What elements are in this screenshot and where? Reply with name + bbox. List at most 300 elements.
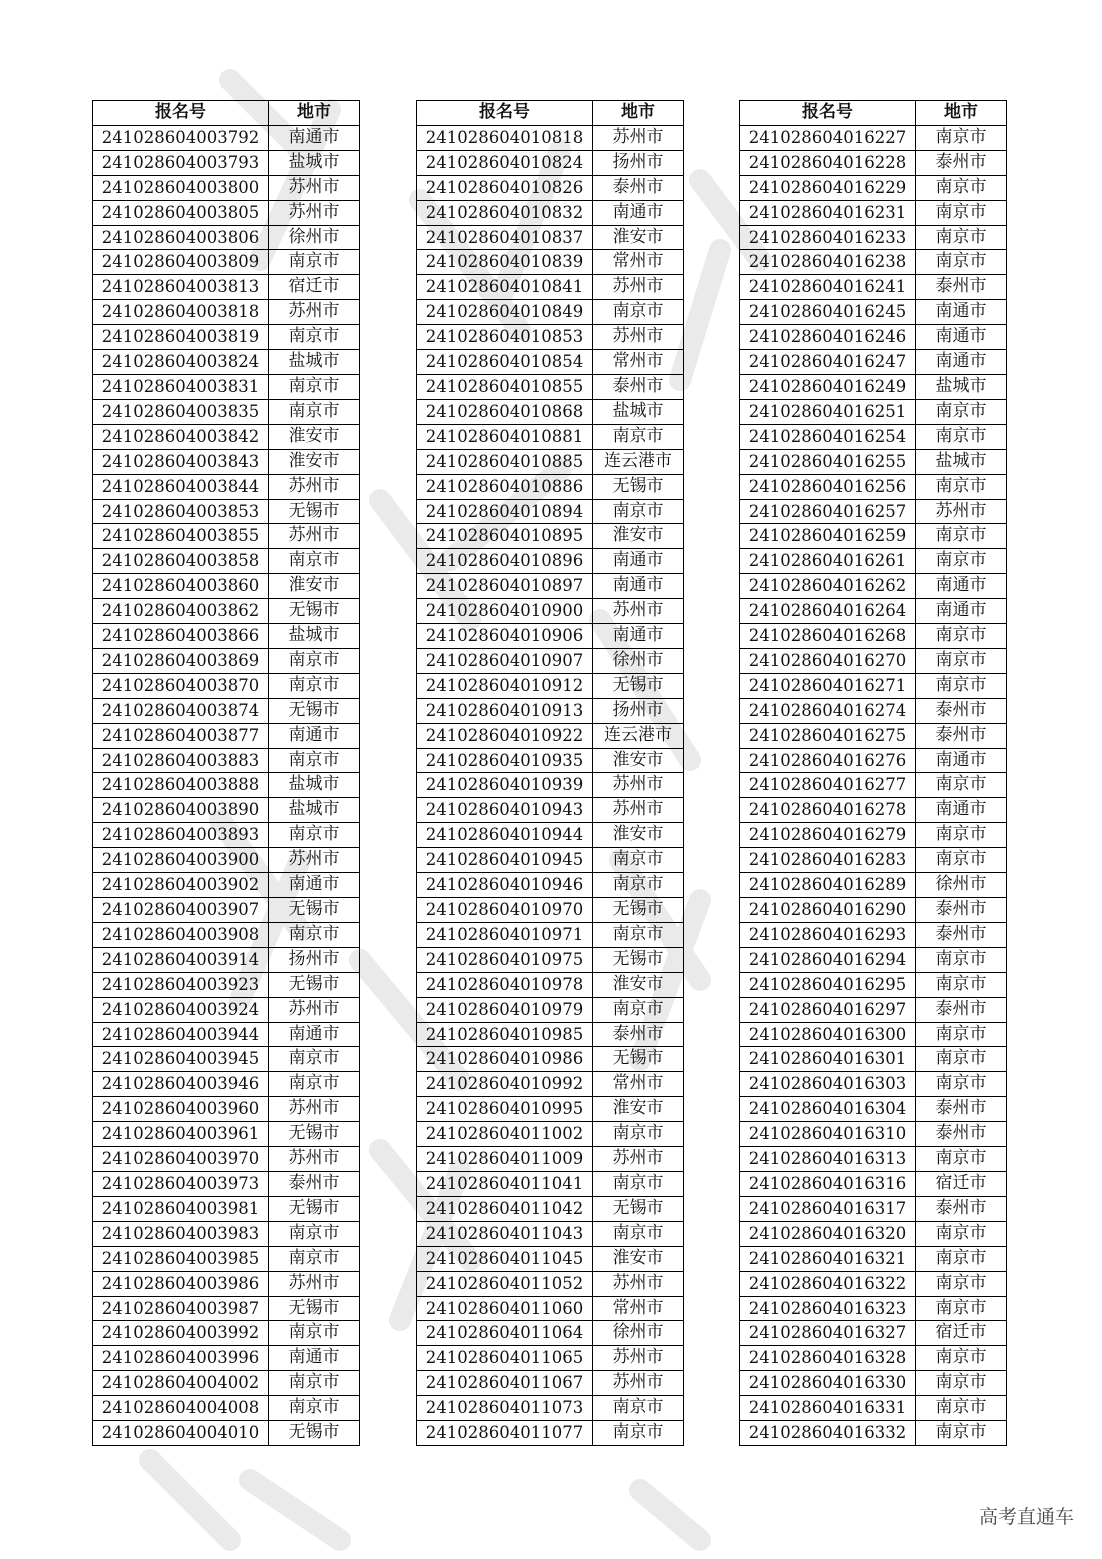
city: 泰州市 xyxy=(593,374,684,399)
registration-number: 241028604003986 xyxy=(93,1271,269,1296)
registration-number: 241028604010900 xyxy=(417,599,593,624)
city: 南通市 xyxy=(916,748,1007,773)
city: 南京市 xyxy=(916,1022,1007,1047)
table-row xyxy=(93,898,360,923)
table-row xyxy=(417,300,684,325)
city: 无锡市 xyxy=(593,1047,684,1072)
registration-number: 241028604004008 xyxy=(93,1396,269,1421)
registration-number: 241028604016229 xyxy=(740,175,916,200)
registration-number: 241028604016301 xyxy=(740,1047,916,1072)
registration-number: 241028604003883 xyxy=(93,748,269,773)
city: 南京市 xyxy=(593,300,684,325)
table-row xyxy=(93,1421,360,1446)
header-id: 报名号 xyxy=(417,101,593,126)
registration-number: 241028604010895 xyxy=(417,524,593,549)
table-row xyxy=(417,350,684,375)
table-row xyxy=(93,748,360,773)
registration-number: 241028604016328 xyxy=(740,1346,916,1371)
city: 南京市 xyxy=(916,972,1007,997)
table-row xyxy=(93,200,360,225)
city: 苏州市 xyxy=(593,1147,684,1172)
table-row xyxy=(740,275,1007,300)
table-row xyxy=(417,773,684,798)
registration-number: 241028604016327 xyxy=(740,1321,916,1346)
city: 泰州市 xyxy=(916,723,1007,748)
city: 南通市 xyxy=(916,350,1007,375)
city: 苏州市 xyxy=(593,773,684,798)
table-row xyxy=(740,150,1007,175)
registration-number: 241028604010935 xyxy=(417,748,593,773)
city: 无锡市 xyxy=(269,599,360,624)
registration-number: 241028604003793 xyxy=(93,150,269,175)
table-row xyxy=(740,449,1007,474)
registration-number: 241028604010978 xyxy=(417,972,593,997)
city: 淮安市 xyxy=(269,449,360,474)
city: 南京市 xyxy=(593,873,684,898)
table-row xyxy=(417,1221,684,1246)
table-row xyxy=(417,574,684,599)
city: 无锡市 xyxy=(593,947,684,972)
table-row xyxy=(93,922,360,947)
registration-number: 241028604016246 xyxy=(740,325,916,350)
table-row xyxy=(740,374,1007,399)
table-row xyxy=(417,225,684,250)
city: 扬州市 xyxy=(593,150,684,175)
city: 盐城市 xyxy=(269,350,360,375)
city: 南京市 xyxy=(593,499,684,524)
city: 常州市 xyxy=(593,350,684,375)
table-row xyxy=(417,200,684,225)
table-row xyxy=(740,1321,1007,1346)
city: 盐城市 xyxy=(916,374,1007,399)
table-row xyxy=(93,1072,360,1097)
registration-number: 241028604010839 xyxy=(417,250,593,275)
city: 淮安市 xyxy=(593,1097,684,1122)
registration-number: 241028604011009 xyxy=(417,1147,593,1172)
city: 徐州市 xyxy=(269,225,360,250)
registration-number: 241028604016331 xyxy=(740,1396,916,1421)
city: 无锡市 xyxy=(269,1421,360,1446)
table-row xyxy=(417,673,684,698)
city: 南京市 xyxy=(269,1047,360,1072)
registration-number: 241028604010992 xyxy=(417,1072,593,1097)
table-row xyxy=(740,549,1007,574)
table-row xyxy=(740,698,1007,723)
registration-number: 241028604016322 xyxy=(740,1271,916,1296)
city: 扬州市 xyxy=(593,698,684,723)
registration-number: 241028604010894 xyxy=(417,499,593,524)
city: 泰州市 xyxy=(916,1097,1007,1122)
city: 南通市 xyxy=(593,200,684,225)
registration-number: 241028604003992 xyxy=(93,1321,269,1346)
registration-number: 241028604003970 xyxy=(93,1147,269,1172)
registration-number: 241028604003893 xyxy=(93,823,269,848)
registration-number: 241028604011077 xyxy=(417,1421,593,1446)
city: 无锡市 xyxy=(593,898,684,923)
table-row xyxy=(417,125,684,150)
registration-number: 241028604016279 xyxy=(740,823,916,848)
table-row xyxy=(740,1271,1007,1296)
city: 南京市 xyxy=(269,1371,360,1396)
table-row xyxy=(93,1271,360,1296)
city: 淮安市 xyxy=(593,1246,684,1271)
city: 南京市 xyxy=(916,175,1007,200)
table-row xyxy=(417,374,684,399)
registration-number: 241028604016255 xyxy=(740,449,916,474)
registration-number: 241028604010943 xyxy=(417,798,593,823)
registration-number: 241028604016254 xyxy=(740,424,916,449)
table-row xyxy=(93,325,360,350)
city: 南通市 xyxy=(269,1346,360,1371)
table-row xyxy=(93,947,360,972)
registration-number: 241028604003835 xyxy=(93,399,269,424)
registration-number: 241028604011073 xyxy=(417,1396,593,1421)
table-row xyxy=(417,150,684,175)
table-row xyxy=(740,175,1007,200)
table-row xyxy=(93,599,360,624)
registration-number: 241028604003888 xyxy=(93,773,269,798)
table-row xyxy=(417,599,684,624)
city: 南京市 xyxy=(593,1396,684,1421)
registration-number: 241028604016293 xyxy=(740,922,916,947)
table-row xyxy=(93,848,360,873)
table-row xyxy=(417,275,684,300)
registration-number: 241028604011045 xyxy=(417,1246,593,1271)
city: 南京市 xyxy=(593,1171,684,1196)
city: 泰州市 xyxy=(916,997,1007,1022)
header-city: 地市 xyxy=(916,101,1007,126)
city: 连云港市 xyxy=(593,723,684,748)
registration-number: 241028604016259 xyxy=(740,524,916,549)
registration-number: 241028604010995 xyxy=(417,1097,593,1122)
city: 连云港市 xyxy=(593,449,684,474)
registration-number: 241028604010897 xyxy=(417,574,593,599)
city: 南京市 xyxy=(593,997,684,1022)
city: 宿迁市 xyxy=(269,275,360,300)
city: 无锡市 xyxy=(269,499,360,524)
registration-number: 241028604003983 xyxy=(93,1221,269,1246)
table-row xyxy=(93,374,360,399)
table-row xyxy=(740,823,1007,848)
city: 苏州市 xyxy=(593,1346,684,1371)
registration-number: 241028604016294 xyxy=(740,947,916,972)
registration-number: 241028604010849 xyxy=(417,300,593,325)
registration-number: 241028604003800 xyxy=(93,175,269,200)
city: 南京市 xyxy=(916,200,1007,225)
table-row xyxy=(740,997,1007,1022)
city: 南京市 xyxy=(269,748,360,773)
table-row xyxy=(93,125,360,150)
table-row xyxy=(93,1346,360,1371)
table-row xyxy=(417,325,684,350)
table-row xyxy=(740,1421,1007,1446)
city: 南京市 xyxy=(916,474,1007,499)
city: 盐城市 xyxy=(269,798,360,823)
table-row xyxy=(740,424,1007,449)
city: 泰州市 xyxy=(916,275,1007,300)
table-row xyxy=(93,997,360,1022)
table-row xyxy=(740,524,1007,549)
registration-number: 241028604010944 xyxy=(417,823,593,848)
city: 南通市 xyxy=(593,624,684,649)
roster-table-3 xyxy=(739,100,1007,1446)
city: 徐州市 xyxy=(593,648,684,673)
city: 南京市 xyxy=(916,225,1007,250)
table-row xyxy=(93,399,360,424)
table-row xyxy=(93,350,360,375)
registration-number: 241028604003809 xyxy=(93,250,269,275)
table-row xyxy=(417,1072,684,1097)
table-row xyxy=(93,873,360,898)
city: 苏州市 xyxy=(269,524,360,549)
registration-number: 241028604010818 xyxy=(417,125,593,150)
registration-number: 241028604016295 xyxy=(740,972,916,997)
table-row xyxy=(93,1396,360,1421)
registration-number: 241028604010975 xyxy=(417,947,593,972)
table-row xyxy=(93,150,360,175)
table-row xyxy=(417,1171,684,1196)
registration-number: 241028604010896 xyxy=(417,549,593,574)
table-row xyxy=(417,922,684,947)
city: 无锡市 xyxy=(269,1122,360,1147)
table-row xyxy=(417,524,684,549)
registration-number: 241028604016261 xyxy=(740,549,916,574)
table-row xyxy=(740,723,1007,748)
table-row xyxy=(417,250,684,275)
city: 南通市 xyxy=(269,125,360,150)
registration-number: 241028604003853 xyxy=(93,499,269,524)
registration-number: 241028604010841 xyxy=(417,275,593,300)
city: 无锡市 xyxy=(269,1196,360,1221)
city: 常州市 xyxy=(593,1296,684,1321)
city: 无锡市 xyxy=(593,474,684,499)
registration-number: 241028604003813 xyxy=(93,275,269,300)
registration-number: 241028604016238 xyxy=(740,250,916,275)
registration-number: 241028604004002 xyxy=(93,1371,269,1396)
table-row xyxy=(740,1346,1007,1371)
table-row xyxy=(417,898,684,923)
city: 苏州市 xyxy=(269,1271,360,1296)
registration-number: 241028604003944 xyxy=(93,1022,269,1047)
table-row xyxy=(93,773,360,798)
city: 泰州市 xyxy=(269,1171,360,1196)
city: 南通市 xyxy=(916,599,1007,624)
registration-number: 241028604003866 xyxy=(93,624,269,649)
header-city: 地市 xyxy=(593,101,684,126)
registration-number: 241028604010824 xyxy=(417,150,593,175)
registration-number: 241028604003908 xyxy=(93,922,269,947)
registration-number: 241028604010907 xyxy=(417,648,593,673)
city: 苏州市 xyxy=(916,499,1007,524)
registration-number: 241028604003946 xyxy=(93,1072,269,1097)
registration-number: 241028604003806 xyxy=(93,225,269,250)
table-row xyxy=(93,1097,360,1122)
registration-number: 241028604016275 xyxy=(740,723,916,748)
registration-number: 241028604016233 xyxy=(740,225,916,250)
table-row xyxy=(740,1296,1007,1321)
city: 南京市 xyxy=(916,1271,1007,1296)
city: 南通市 xyxy=(593,574,684,599)
registration-number: 241028604016228 xyxy=(740,150,916,175)
table-row xyxy=(740,350,1007,375)
registration-number: 241028604003960 xyxy=(93,1097,269,1122)
registration-number: 241028604003860 xyxy=(93,574,269,599)
registration-number: 241028604010837 xyxy=(417,225,593,250)
table-row xyxy=(740,773,1007,798)
registration-number: 241028604016304 xyxy=(740,1097,916,1122)
registration-number: 241028604016241 xyxy=(740,275,916,300)
table-row xyxy=(740,474,1007,499)
city: 南京市 xyxy=(269,399,360,424)
registration-number: 241028604016276 xyxy=(740,748,916,773)
city: 泰州市 xyxy=(916,898,1007,923)
table-row xyxy=(417,873,684,898)
registration-number: 241028604016256 xyxy=(740,474,916,499)
city: 南通市 xyxy=(916,325,1007,350)
table-row xyxy=(417,723,684,748)
city: 南京市 xyxy=(269,922,360,947)
city: 南京市 xyxy=(916,1221,1007,1246)
city: 苏州市 xyxy=(593,125,684,150)
table-row xyxy=(93,449,360,474)
table-row xyxy=(417,1346,684,1371)
registration-number: 241028604003981 xyxy=(93,1196,269,1221)
city: 泰州市 xyxy=(593,175,684,200)
table-row xyxy=(417,1097,684,1122)
city: 南京市 xyxy=(916,549,1007,574)
city: 苏州市 xyxy=(269,175,360,200)
city: 淮安市 xyxy=(593,524,684,549)
city: 南京市 xyxy=(593,922,684,947)
registration-number: 241028604010970 xyxy=(417,898,593,923)
registration-number: 241028604003858 xyxy=(93,549,269,574)
registration-number: 241028604003923 xyxy=(93,972,269,997)
city: 南京市 xyxy=(593,848,684,873)
city: 盐城市 xyxy=(269,150,360,175)
registration-number: 241028604003870 xyxy=(93,673,269,698)
city: 南京市 xyxy=(916,648,1007,673)
header-id: 报名号 xyxy=(93,101,269,126)
table-row xyxy=(417,1271,684,1296)
registration-number: 241028604003824 xyxy=(93,350,269,375)
registration-number: 241028604016317 xyxy=(740,1196,916,1221)
registration-number: 241028604010971 xyxy=(417,922,593,947)
table-row xyxy=(417,624,684,649)
registration-number: 241028604016257 xyxy=(740,499,916,524)
registration-number: 241028604016316 xyxy=(740,1171,916,1196)
city: 南京市 xyxy=(916,1246,1007,1271)
city: 苏州市 xyxy=(269,997,360,1022)
city: 盐城市 xyxy=(269,773,360,798)
registration-number: 241028604003900 xyxy=(93,848,269,873)
city: 淮安市 xyxy=(269,574,360,599)
table-row xyxy=(740,250,1007,275)
city: 南京市 xyxy=(593,1122,684,1147)
registration-number: 241028604016231 xyxy=(740,200,916,225)
registration-number: 241028604016251 xyxy=(740,399,916,424)
city: 无锡市 xyxy=(269,972,360,997)
table-row xyxy=(417,175,684,200)
table-row xyxy=(93,175,360,200)
table-row xyxy=(93,574,360,599)
city: 苏州市 xyxy=(269,474,360,499)
table-row xyxy=(740,648,1007,673)
city: 徐州市 xyxy=(916,873,1007,898)
table-row xyxy=(417,1122,684,1147)
header-row xyxy=(740,101,1007,126)
city: 苏州市 xyxy=(593,1371,684,1396)
registration-number: 241028604010832 xyxy=(417,200,593,225)
registration-number: 241028604016303 xyxy=(740,1072,916,1097)
city: 南京市 xyxy=(269,1072,360,1097)
table-row xyxy=(93,698,360,723)
city: 苏州市 xyxy=(593,798,684,823)
city: 南京市 xyxy=(269,648,360,673)
registration-number: 241028604003792 xyxy=(93,125,269,150)
city: 泰州市 xyxy=(916,922,1007,947)
registration-number: 241028604011060 xyxy=(417,1296,593,1321)
city: 苏州市 xyxy=(593,1271,684,1296)
registration-number: 241028604003985 xyxy=(93,1246,269,1271)
table-row xyxy=(740,300,1007,325)
city: 南京市 xyxy=(916,250,1007,275)
registration-number: 241028604016262 xyxy=(740,574,916,599)
roster-table-2 xyxy=(416,100,684,1446)
registration-number: 241028604003862 xyxy=(93,599,269,624)
table-row xyxy=(740,1047,1007,1072)
registration-number: 241028604010855 xyxy=(417,374,593,399)
table-row xyxy=(740,873,1007,898)
table-row xyxy=(93,624,360,649)
registration-number: 241028604011064 xyxy=(417,1321,593,1346)
table-row xyxy=(740,1072,1007,1097)
registration-number: 241028604010886 xyxy=(417,474,593,499)
registration-number: 241028604016297 xyxy=(740,997,916,1022)
registration-number: 241028604016245 xyxy=(740,300,916,325)
table-row xyxy=(93,1296,360,1321)
city: 南京市 xyxy=(916,947,1007,972)
table-row xyxy=(417,424,684,449)
city: 常州市 xyxy=(593,1072,684,1097)
table-row xyxy=(417,972,684,997)
table-row xyxy=(93,250,360,275)
registration-number: 241028604003907 xyxy=(93,898,269,923)
registration-number: 241028604010854 xyxy=(417,350,593,375)
registration-number: 241028604011052 xyxy=(417,1271,593,1296)
city: 南京市 xyxy=(269,374,360,399)
city: 淮安市 xyxy=(269,424,360,449)
registration-number: 241028604003819 xyxy=(93,325,269,350)
table-row xyxy=(740,748,1007,773)
table-row xyxy=(93,798,360,823)
registration-number: 241028604010881 xyxy=(417,424,593,449)
registration-number: 241028604010946 xyxy=(417,873,593,898)
table-row xyxy=(93,1371,360,1396)
table-row xyxy=(417,1396,684,1421)
table-row xyxy=(740,1171,1007,1196)
table-row xyxy=(740,848,1007,873)
table-row xyxy=(417,848,684,873)
city: 无锡市 xyxy=(269,698,360,723)
city: 南京市 xyxy=(269,549,360,574)
registration-number: 241028604003973 xyxy=(93,1171,269,1196)
city: 南通市 xyxy=(269,873,360,898)
registration-number: 241028604003842 xyxy=(93,424,269,449)
registration-number: 241028604016270 xyxy=(740,648,916,673)
city: 南通市 xyxy=(269,1022,360,1047)
registration-number: 241028604010913 xyxy=(417,698,593,723)
table-row xyxy=(740,1022,1007,1047)
